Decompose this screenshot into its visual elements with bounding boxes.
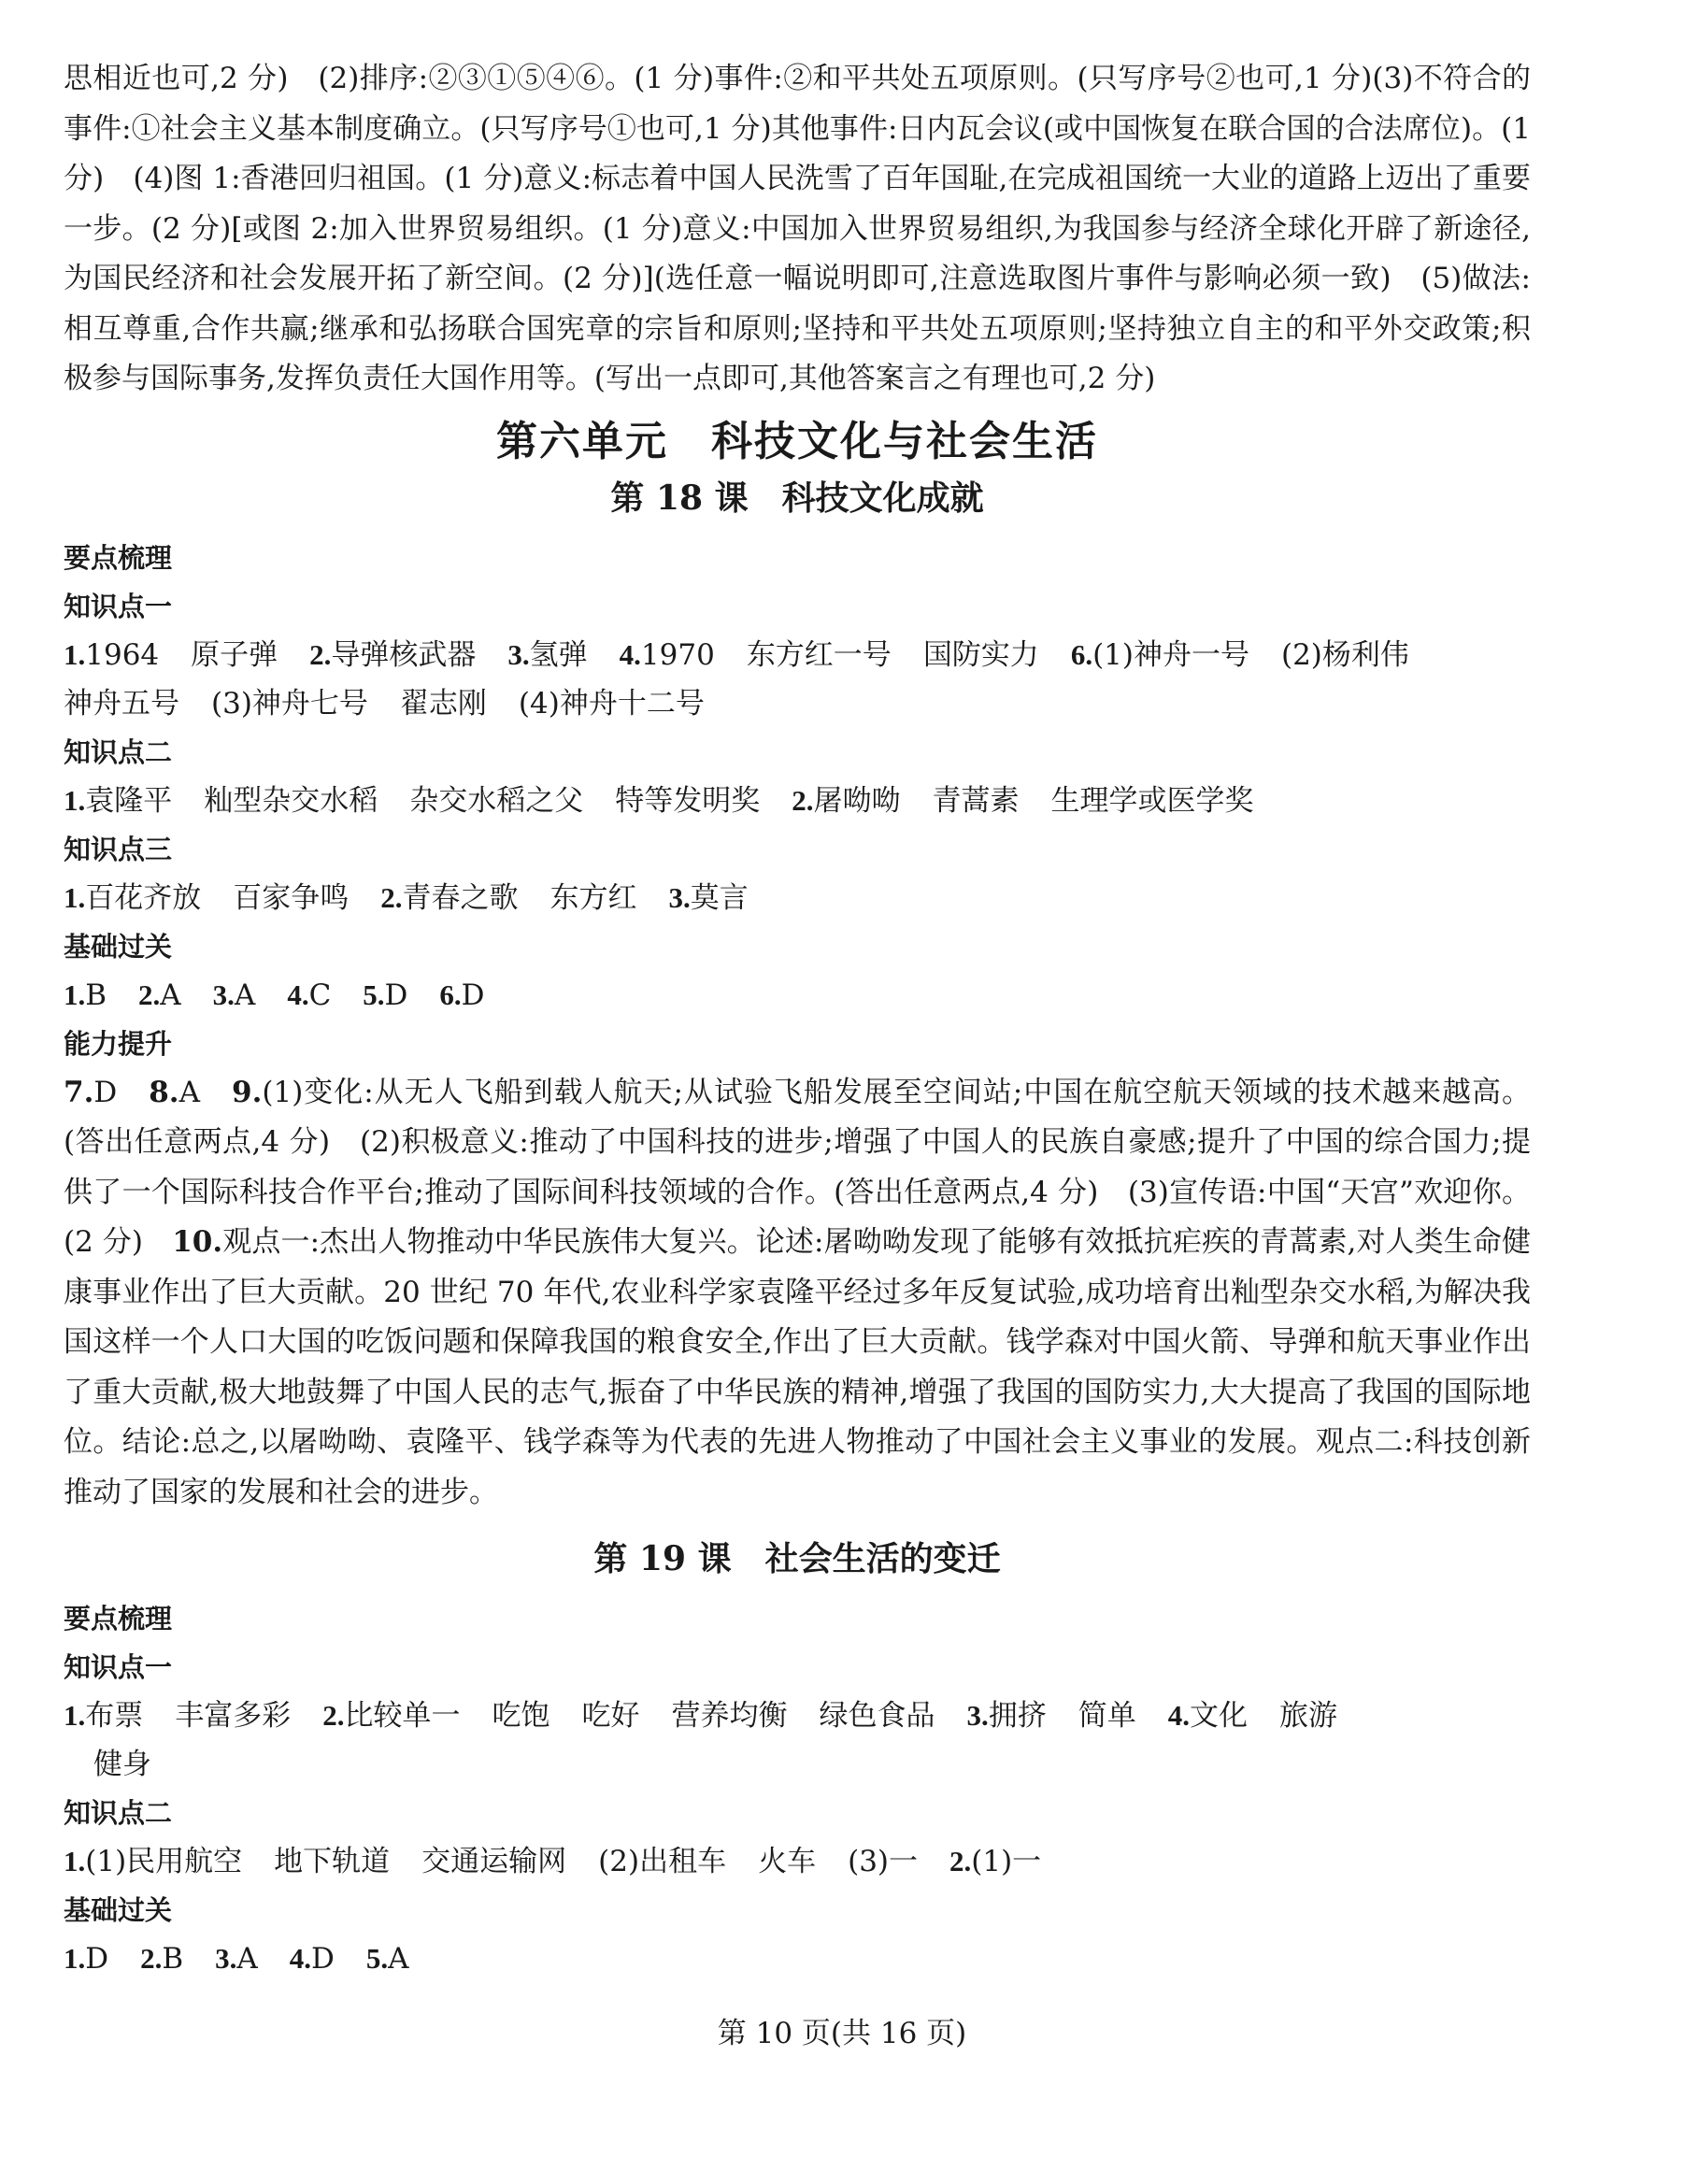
answer-term: 特等发明奖 — [615, 783, 761, 818]
l18-kp2-heading: 知识点二 — [64, 735, 173, 768]
l19-kp1-heading: 知识点一 — [64, 1651, 173, 1683]
question-number: 7. — [64, 1075, 94, 1109]
answer-term: 杂交水稻之父 — [409, 783, 584, 818]
item-number: 2. — [380, 880, 403, 914]
choice-answer: D — [461, 978, 485, 1012]
choice-answer: A — [178, 1075, 200, 1109]
choice-answer: D — [384, 978, 408, 1012]
question-number: 3. — [212, 978, 235, 1011]
choice-answer: B — [85, 978, 107, 1012]
l18-kp1-line2 — [64, 679, 1531, 728]
q9-number: 9. — [232, 1075, 263, 1109]
choice-answer: B — [162, 1942, 184, 1976]
l18-ability-lead — [64, 1076, 200, 1109]
item-number: 2. — [322, 1699, 345, 1732]
answer-term: 生理学或医学奖 — [1050, 783, 1254, 818]
item-number: 2. — [309, 637, 332, 671]
answer-term: 东方红一号 — [746, 637, 892, 672]
item-number: 1. — [64, 880, 86, 914]
answer-term: (4)神舟十二号 — [518, 686, 705, 721]
answer-term: 导弹核武器 — [331, 637, 477, 672]
answer-term: 氢弹 — [529, 637, 588, 672]
choice-answer: D — [93, 1075, 118, 1109]
l18-ability-text-b: 观点一:杰出人物推动中华民族伟大复兴。论述:屠呦呦发现了能够有效抵抗疟疾的青蒿素,对人类生命健康事业作出了巨大贡献。20 世纪 70 年代,农业科学家袁隆平经过多年反复试验,成功培育出籼型杂交水稻,为解决我国这样一个人口大国的吃饭问题和保障我国的粮食安全,作出了巨大贡献。钱学森对中国火箭、导弹和航天事业作出了重大贡献,极大地鼓舞了中国人民的志气,振奋了中华民族的精神,增强了我国的国防实力,大大提高了我国的国际地位。结论:总之,以屠呦呦、袁隆平、钱学森等为代表的先进人物推动了中国社会主义事业的发展。观点二:科技创新推动了国家的发展和社会的进步。 — [64, 1225, 1531, 1509]
choice-answer: D — [85, 1942, 109, 1976]
answer-term: (3)一 — [848, 1845, 919, 1878]
question-number: 5. — [363, 978, 385, 1011]
top-answer-paragraph: 思相近也可,2 分) (2)排序:②③①⑤④⑥。(1 分)事件:②和平共处五项原则。(只写序号②也可,1 分)(3)不符合的事件:①社会主义基本制度确立。(只写序号①也可,1 分)其他事件:日内瓦会议(或中国恢复在联合国的合法席位)。(1 分) (4)图 1:香港回归祖国。(1 分)意义:标志着中国人民洗雪了百年国耻,在完成祖国统一大业的道路上迈出了重要一步。(2 分)[或图 2:加入世界贸易组织。(1 分)意义:中国加入世界贸易组织,为我国参与经济全球化开辟了新途径,为国民经济和社会发展开拓了新空间。(2 分)](选任意一幅说明即可,注意选取图片事件与影响必须一致) (5)做法:相互尊重,合作共赢;继承和弘扬联合国宪章的宗旨和原则;坚持和平共处五项原则;坚持独立自主的和平外交政策;积极参与国际事务,发挥负责任大国作用等。(写出一点即可,其他答案言之有理也可,2 分) — [64, 62, 1531, 395]
choice-answer: A — [160, 978, 181, 1012]
answer-term: (3)神舟七号 — [211, 686, 368, 721]
answer-term: 国防实力 — [922, 637, 1039, 672]
answer-term: 原子弹 — [191, 637, 278, 672]
answer-term: (1)神舟一号 — [1092, 637, 1249, 672]
answer-term: (2)出租车 — [598, 1845, 727, 1878]
unit-title: 第六单元 科技文化与社会生活 — [496, 417, 1098, 465]
item-number: 3. — [668, 880, 691, 914]
l18-ability-heading: 能力提升 — [64, 1027, 173, 1060]
choice-answer: A — [236, 1942, 258, 1976]
item-number: 3. — [966, 1699, 989, 1732]
answer-term: 绿色食品 — [819, 1699, 935, 1733]
answer-term: 东方红 — [549, 880, 637, 915]
l19-basic-answers — [64, 1934, 1531, 1983]
answer-term: 交通运输网 — [421, 1845, 567, 1878]
item-number: 4. — [619, 637, 641, 671]
question-number: 2. — [140, 1942, 163, 1975]
l18-kp3-line — [64, 874, 1531, 922]
l19-kp2-line — [64, 1837, 1531, 1886]
l19-keypoints-heading: 要点梳理 — [64, 1603, 173, 1634]
question-number: 5. — [365, 1942, 389, 1975]
answer-term: 地下轨道 — [274, 1845, 391, 1878]
answer-term: 旅游 — [1279, 1699, 1337, 1733]
question-number: 3. — [215, 1942, 237, 1975]
question-number: 4. — [287, 978, 309, 1011]
item-number: 1. — [64, 637, 86, 671]
l18-basic-heading: 基础过关 — [64, 930, 173, 963]
choice-answer: D — [311, 1942, 335, 1976]
answer-term: 屠呦呦 — [813, 783, 901, 818]
answer-term: 文化 — [1190, 1699, 1248, 1733]
page-content — [64, 54, 1531, 1983]
l18-kp1-heading: 知识点一 — [64, 590, 173, 622]
answer-term: 神舟五号 — [64, 686, 179, 721]
answer-term: (1)民用航空 — [85, 1845, 243, 1878]
answer-term: 吃好 — [581, 1699, 640, 1733]
l19-kp2-heading: 知识点二 — [64, 1797, 173, 1829]
answer-term: 百花齐放 — [85, 880, 202, 915]
answer-term: 莫言 — [690, 880, 749, 915]
item-number: 2. — [949, 1845, 972, 1877]
item-number: 3. — [507, 637, 530, 671]
choice-answer: A — [388, 1942, 409, 1976]
page-footer: 第 10 页(共 16 页) — [717, 2017, 967, 2050]
question-number: 1. — [64, 978, 86, 1011]
question-number: 8. — [149, 1075, 179, 1109]
answer-term: 简单 — [1077, 1699, 1136, 1733]
l18-kp2-line — [64, 777, 1531, 825]
answer-term: 青春之歌 — [402, 880, 519, 915]
item-number: 1. — [64, 783, 86, 817]
item-number: 1. — [64, 1699, 86, 1732]
question-number: 6. — [439, 978, 462, 1011]
answer-term: 籼型杂交水稻 — [204, 783, 378, 818]
answer-term: 吃饱 — [492, 1699, 550, 1733]
answer-term: 青蒿素 — [932, 783, 1020, 818]
l18-ability-paragraph — [64, 1068, 1531, 1519]
answer-term: 拥挤 — [988, 1699, 1047, 1733]
lesson-19-title: 第 19 课 社会生活的变迁 — [593, 1539, 1001, 1578]
l18-basic-answers — [64, 971, 1531, 1020]
answer-term: 袁隆平 — [85, 783, 173, 818]
l18-ability-text-a: (1)变化:从无人飞船到载人航天;从试验飞船发展至空间站;中国在航空航天领域的技术越来越高。(答出任意两点,4 分) (2)积极意义:推动了中国科技的进步;增强了中国人的民族自豪感;提升了中国的综合国力;提供了一个国际科技合作平台;推动了国际间科技领域的合作。(答出任意两点,4 分) (3)宣传语:中国“天宫”欢迎你。(2 分) — [64, 1075, 1531, 1259]
answer-term: 营养均衡 — [671, 1699, 788, 1733]
answer-term: 1964 — [85, 637, 160, 672]
answer-term: 丰富多彩 — [175, 1699, 292, 1733]
answer-term: 翟志刚 — [399, 686, 487, 721]
answer-term: 1970 — [640, 637, 715, 672]
lesson-18-title: 第 18 课 科技文化成就 — [610, 478, 984, 518]
choice-answer: A — [234, 978, 256, 1012]
item-number: 4. — [1167, 1699, 1190, 1732]
item-number: 6. — [1070, 637, 1093, 671]
choice-answer: C — [308, 978, 332, 1012]
q10-number: 10. — [172, 1225, 223, 1259]
answer-term: 布票 — [85, 1699, 144, 1733]
l18-keypoints-heading: 要点梳理 — [64, 541, 173, 574]
l19-kp1-line1 — [64, 1692, 1531, 1740]
item-number: 1. — [64, 1845, 86, 1877]
answer-term: 火车 — [758, 1845, 817, 1878]
l19-basic-heading: 基础过关 — [64, 1894, 173, 1926]
answer-term: (1)一 — [971, 1845, 1042, 1878]
l18-kp3-heading: 知识点三 — [64, 833, 173, 865]
question-number: 4. — [289, 1942, 312, 1975]
l19-kp1-line2: 健身 — [93, 1748, 151, 1781]
answer-term: 百家争鸣 — [233, 880, 350, 915]
question-number: 2. — [138, 978, 161, 1011]
answer-term: (2)杨利伟 — [1280, 637, 1409, 672]
question-number: 1. — [64, 1942, 86, 1975]
answer-term: 比较单一 — [344, 1699, 461, 1733]
item-number: 2. — [792, 783, 814, 817]
l18-kp1-line1 — [64, 631, 1531, 679]
